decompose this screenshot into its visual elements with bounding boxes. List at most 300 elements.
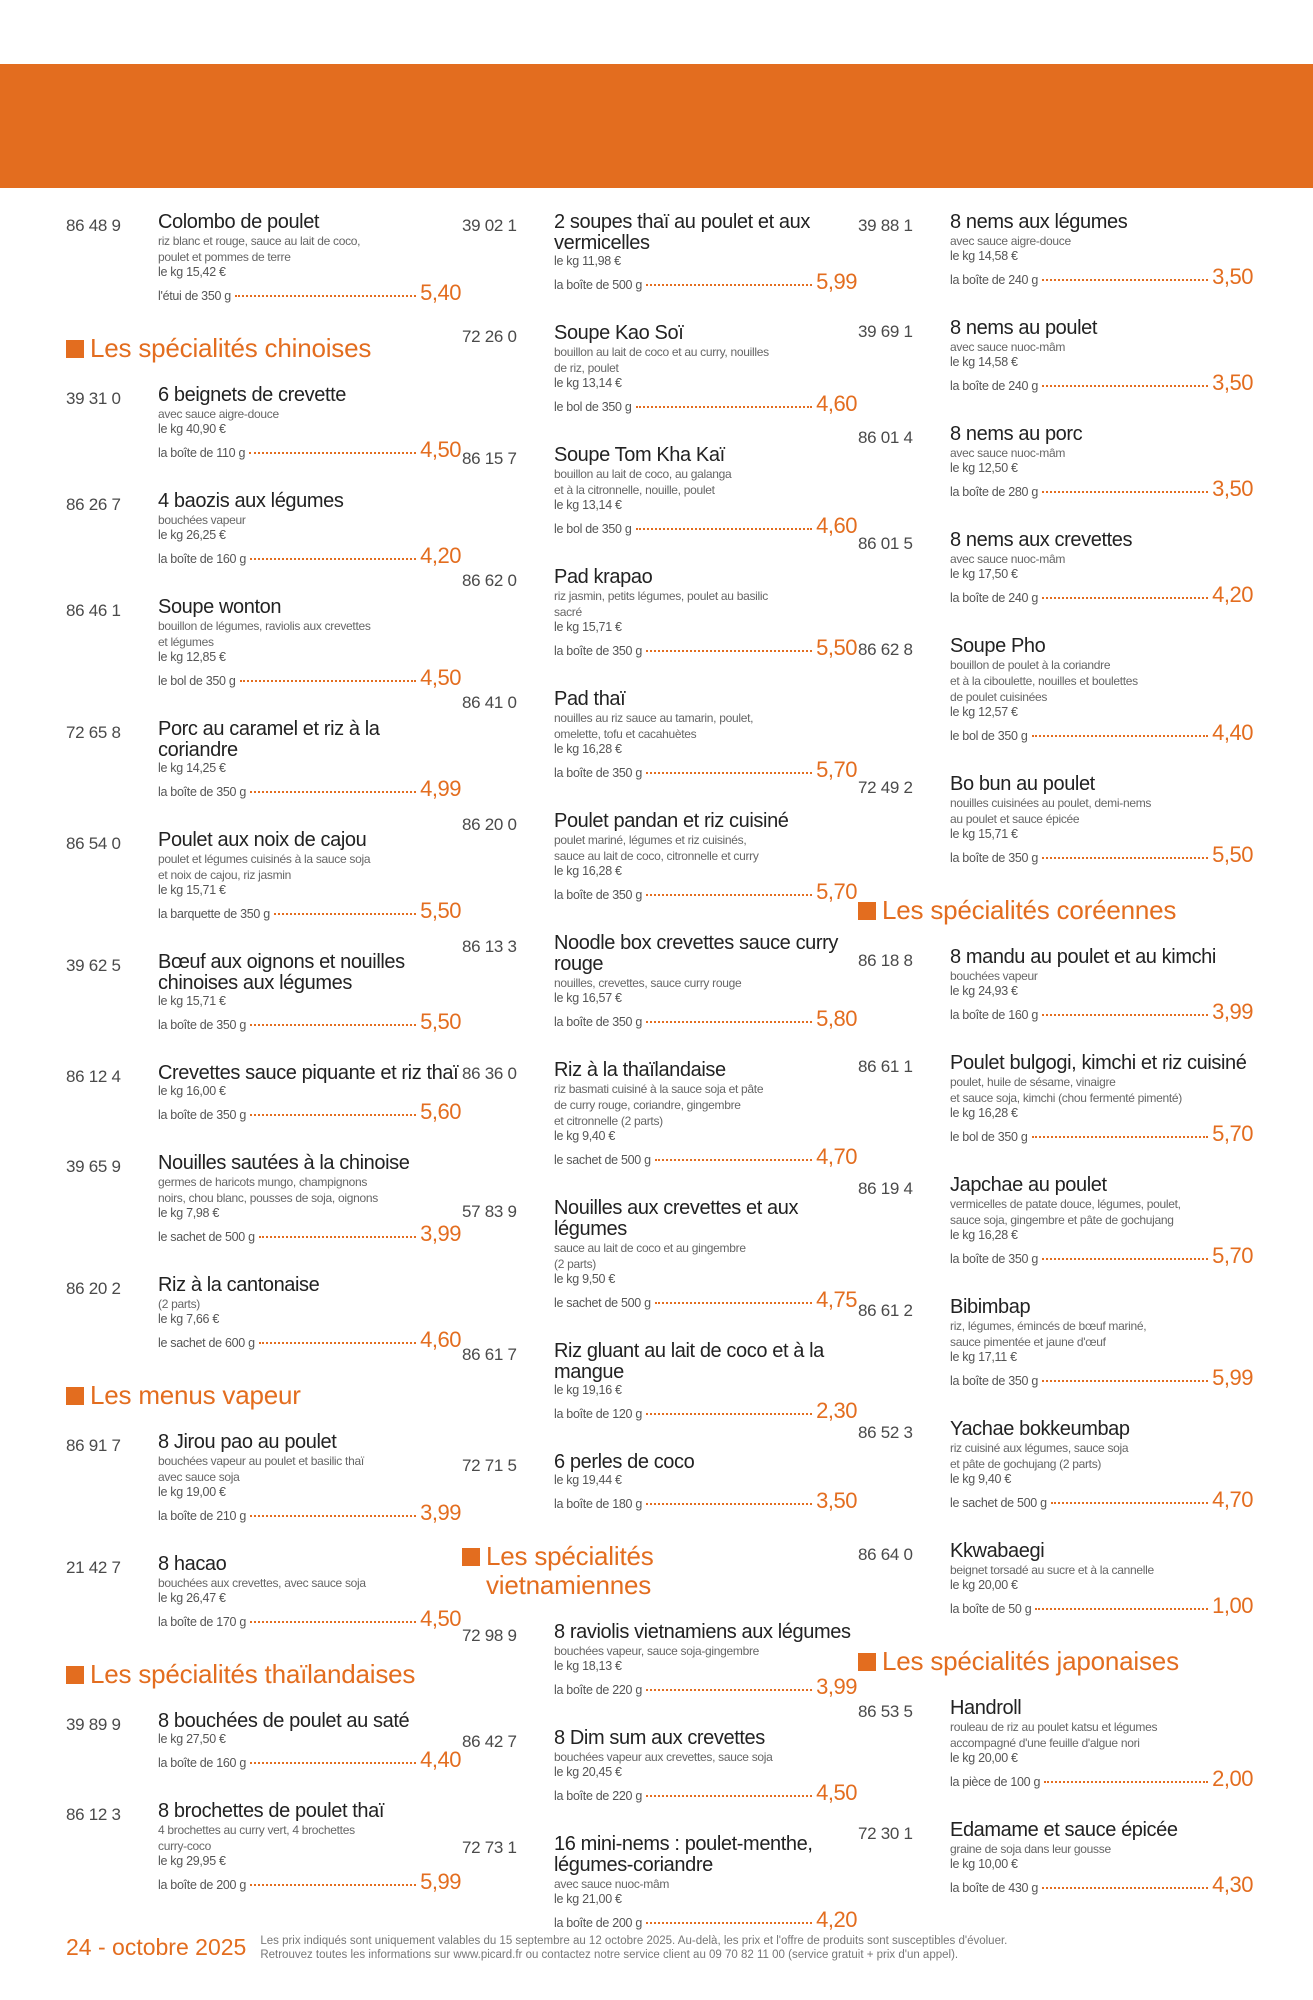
product-description: sauce au lait de coco, citronnelle et curry: [554, 849, 759, 863]
product-name: Soupe wonton: [158, 596, 282, 618]
section-title-line: Les menus vapeur: [90, 1380, 301, 1410]
product-price: 4,60: [816, 513, 857, 538]
package-line: [554, 1144, 857, 1170]
product-name: Porc au caramel et riz à la coriandre: [158, 718, 380, 761]
product-item: [462, 1622, 857, 1700]
price-per-kg: le kg 20,00 €: [950, 1751, 1018, 1765]
product-description: et à la citronnelle, nouille, poulet: [554, 483, 715, 497]
product-code: 86 61 2: [858, 1301, 913, 1320]
product-description: poulet et pommes de terre: [158, 250, 291, 264]
product-item: [66, 212, 461, 306]
product-price: 5,40: [420, 280, 461, 305]
dotted-leader: [1042, 385, 1208, 387]
dotted-leader: [250, 1621, 416, 1623]
product-description: de riz, poulet: [554, 361, 619, 375]
product-price: 5,80: [816, 1006, 857, 1031]
page-number-value: 24: [66, 1934, 92, 1960]
product-price: 5,70: [816, 879, 857, 904]
package-size: la boîte de 160 g: [158, 552, 247, 566]
product-details: [950, 1053, 1253, 1147]
price-per-kg: le kg 16,00 €: [158, 1084, 226, 1098]
product-name: 8 brochettes de poulet thaï: [158, 1800, 385, 1822]
product-name: 8 raviolis vietnamiens aux légumes: [554, 1621, 851, 1643]
dotted-leader: [250, 1884, 416, 1886]
product-code: 21 42 7: [66, 1558, 121, 1577]
product-code: 86 91 7: [66, 1436, 121, 1455]
product-description: avec sauce aigre-douce: [950, 234, 1071, 248]
product-details: [950, 947, 1253, 1025]
section-heading: [66, 1660, 461, 1689]
dotted-leader: [646, 1795, 812, 1797]
section-title-line: Les spécialités thaïlandaises: [90, 1659, 416, 1689]
price-per-kg: le kg 10,00 €: [950, 1857, 1018, 1871]
product-description: poulet, huile de sésame, vinaigre: [950, 1075, 1116, 1089]
product-code: 39 88 1: [858, 216, 913, 235]
disclaimer-line-2: Retrouvez toutes les informations sur www.picard.fr ou contactez notre service client au 09 70 82 11 00 (service gratuit + prix d'un appel).: [260, 1949, 959, 1961]
product-details: [950, 1419, 1253, 1513]
product-details: [950, 1698, 1253, 1792]
product-price: 3,50: [1212, 264, 1253, 289]
product-details: [950, 1297, 1253, 1391]
product-price: 4,20: [420, 543, 461, 568]
package-size: la boîte de 350 g: [950, 1374, 1039, 1388]
dotted-leader: [250, 558, 416, 560]
product-name: Yachae bokkeumbap: [950, 1418, 1130, 1440]
product-name: Soupe Kao Soï: [554, 322, 684, 344]
dotted-leader: [655, 1302, 812, 1304]
price-per-kg: le kg 12,85 €: [158, 650, 226, 664]
dotted-leader: [646, 1689, 812, 1691]
product-price: 4,60: [816, 391, 857, 416]
product-price: 4,40: [1212, 720, 1253, 745]
product-description: et pâte de gochujang (2 parts): [950, 1457, 1102, 1471]
dotted-leader: [646, 1413, 812, 1415]
dotted-leader: [646, 772, 812, 774]
product-description: bouchées vapeur au poulet et basilic thaï: [158, 1454, 364, 1468]
product-name: 8 Jirou pao au poulet: [158, 1431, 337, 1453]
footer: [66, 1934, 1286, 1962]
product-item: [66, 1554, 461, 1632]
product-price: 4,50: [420, 437, 461, 462]
product-price: 4,50: [420, 1606, 461, 1631]
product-details: [554, 933, 857, 1032]
product-name: Noodle box crevettes sauce curry rouge: [554, 932, 839, 975]
package-size: la boîte de 180 g: [554, 1497, 643, 1511]
product-code: 86 53 5: [858, 1702, 913, 1721]
price-per-kg: le kg 17,50 €: [950, 567, 1018, 581]
package-size: le bol de 350 g: [554, 522, 632, 536]
product-price: 2,00: [1212, 1766, 1253, 1791]
product-item: [858, 318, 1253, 396]
product-details: [554, 323, 857, 417]
section-heading: [858, 896, 1253, 925]
dotted-leader: [1032, 1136, 1209, 1138]
product-price: 5,50: [420, 1009, 461, 1034]
product-price: 4,50: [420, 665, 461, 690]
price-per-kg: le kg 16,28 €: [950, 1106, 1018, 1120]
product-description: nouilles, crevettes, sauce curry rouge: [554, 976, 742, 990]
product-code: 86 52 3: [858, 1423, 913, 1442]
product-item: [462, 811, 857, 905]
price-per-kg: le kg 19,00 €: [158, 1485, 226, 1499]
product-item: [462, 933, 857, 1032]
product-name: Riz à la cantonaise: [158, 1274, 320, 1296]
package-size: la boîte de 110 g: [158, 446, 246, 460]
product-description: bouillon au lait de coco et au curry, nouilles: [554, 345, 769, 359]
package-size: la boîte de 160 g: [950, 1008, 1039, 1022]
product-description: bouchées vapeur aux crevettes, sauce soja: [554, 1750, 773, 1764]
package-line: [158, 437, 461, 463]
price-per-kg: le kg 9,50 €: [554, 1272, 616, 1286]
package-line: [950, 582, 1253, 608]
product-details: [554, 689, 857, 783]
dotted-leader: [240, 680, 417, 682]
product-description: avec sauce aigre-douce: [158, 407, 279, 421]
product-description: vermicelles de patate douce, légumes, poulet,: [950, 1197, 1181, 1211]
package-line: [950, 1365, 1253, 1391]
package-line: [950, 1872, 1253, 1898]
package-line: [950, 720, 1253, 746]
package-line: [158, 1327, 461, 1353]
dotted-leader: [655, 1159, 812, 1161]
package-line: [158, 898, 461, 924]
package-size: le sachet de 600 g: [158, 1336, 255, 1350]
package-line: [158, 280, 461, 306]
product-price: 2,30: [816, 1398, 857, 1423]
header-band: [0, 64, 1313, 188]
package-line: [554, 1674, 857, 1700]
section-heading: [858, 1647, 1253, 1676]
price-per-kg: le kg 11,98 €: [554, 254, 621, 268]
package-size: le sachet de 500 g: [554, 1296, 651, 1310]
product-details: [554, 1198, 857, 1313]
product-item: [66, 1063, 461, 1125]
price-disclaimer: [260, 1934, 1007, 1962]
product-description: et sauce soja, kimchi (chou fermenté pimenté): [950, 1091, 1182, 1105]
product-description: omelette, tofu et cacahuètes: [554, 727, 697, 741]
dotted-leader: [1035, 1608, 1208, 1610]
package-size: la boîte de 350 g: [554, 766, 643, 780]
product-price: 3,99: [1212, 999, 1253, 1024]
product-name: 4 baozis aux légumes: [158, 490, 344, 512]
package-size: l'étui de 350 g: [158, 289, 231, 303]
product-price: 5,50: [816, 635, 857, 660]
product-item: [858, 530, 1253, 608]
price-per-kg: le kg 17,11 €: [950, 1350, 1017, 1364]
product-description: (2 parts): [158, 1297, 200, 1311]
product-code: 86 18 8: [858, 951, 913, 970]
product-description: au poulet et sauce épicée: [950, 812, 1080, 826]
product-name: Pad krapao: [554, 566, 653, 588]
section-title-line: Les spécialités: [486, 1541, 654, 1571]
price-per-kg: le kg 15,71 €: [554, 620, 622, 634]
product-details: [554, 1834, 857, 1933]
product-description: avec sauce nuoc-mâm: [950, 446, 1066, 460]
product-details: [950, 1175, 1253, 1269]
package-line: [554, 1287, 857, 1313]
package-line: [950, 842, 1253, 868]
section-title: [882, 1647, 1179, 1676]
product-item: [858, 1419, 1253, 1513]
package-size: la boîte de 430 g: [950, 1881, 1039, 1895]
product-price: 5,99: [1212, 1365, 1253, 1390]
product-item: [66, 597, 461, 691]
dotted-leader: [250, 791, 416, 793]
product-code: 86 20 0: [462, 815, 517, 834]
package-size: la boîte de 280 g: [950, 485, 1039, 499]
product-code: 86 26 7: [66, 495, 121, 514]
product-item: [858, 1541, 1253, 1619]
product-price: 4,30: [1212, 1872, 1253, 1897]
product-item: [462, 445, 857, 539]
product-code: 72 73 1: [462, 1838, 517, 1857]
package-line: [950, 264, 1253, 290]
product-code: 57 83 9: [462, 1202, 517, 1221]
package-size: le bol de 350 g: [554, 400, 632, 414]
product-item: [858, 1297, 1253, 1391]
product-description: de curry rouge, coriandre, gingembre: [554, 1098, 741, 1112]
product-item: [858, 1175, 1253, 1269]
dotted-leader: [259, 1342, 416, 1344]
product-description: 4 brochettes au curry vert, 4 brochettes: [158, 1823, 355, 1837]
product-details: [158, 952, 461, 1035]
column-1: [66, 212, 461, 1923]
product-code: 86 62 0: [462, 571, 517, 590]
price-per-kg: le kg 13,14 €: [554, 498, 622, 512]
product-description: sacré: [554, 605, 582, 619]
package-line: [950, 1243, 1253, 1269]
package-size: la boîte de 220 g: [554, 1789, 643, 1803]
product-details: [554, 811, 857, 905]
product-details: [554, 567, 857, 661]
price-per-kg: le kg 19,16 €: [554, 1383, 622, 1397]
price-per-kg: le kg 13,14 €: [554, 376, 622, 390]
product-item: [858, 636, 1253, 746]
product-code: 86 15 7: [462, 449, 517, 468]
section-title: [882, 896, 1176, 925]
package-line: [554, 1398, 857, 1424]
product-code: 39 02 1: [462, 216, 517, 235]
product-price: 4,75: [816, 1287, 857, 1312]
product-price: 1,00: [1212, 1593, 1253, 1618]
dotted-leader: [1042, 1380, 1208, 1382]
product-name: Japchae au poulet: [950, 1174, 1107, 1196]
product-code: 86 42 7: [462, 1732, 517, 1751]
package-size: la boîte de 350 g: [158, 1018, 247, 1032]
package-line: [158, 1099, 461, 1125]
product-item: [462, 1452, 857, 1514]
package-size: la boîte de 210 g: [158, 1509, 247, 1523]
section-title-line: Les spécialités japonaises: [882, 1646, 1179, 1676]
product-name: Soupe Pho: [950, 635, 1046, 657]
product-item: [462, 1834, 857, 1933]
product-description: avec sauce soja: [158, 1470, 240, 1484]
product-description: sauce au lait de coco et au gingembre: [554, 1241, 746, 1255]
section-title: [90, 1660, 415, 1689]
package-size: la boîte de 200 g: [158, 1878, 247, 1892]
product-details: [158, 1063, 461, 1125]
product-price: 5,60: [420, 1099, 461, 1124]
dotted-leader: [646, 1503, 812, 1505]
dotted-leader: [636, 528, 813, 530]
price-per-kg: le kg 7,98 €: [158, 1206, 220, 1220]
package-size: la boîte de 220 g: [554, 1683, 643, 1697]
product-details: [158, 1153, 461, 1247]
package-line: [158, 1221, 461, 1247]
package-size: la boîte de 170 g: [158, 1615, 247, 1629]
product-item: [462, 1060, 857, 1170]
dotted-leader: [1051, 1502, 1208, 1504]
package-line: [950, 999, 1253, 1025]
price-per-kg: le kg 20,00 €: [950, 1578, 1018, 1592]
package-line: [554, 879, 857, 905]
dotted-leader: [1042, 491, 1208, 493]
product-details: [158, 597, 461, 691]
package-size: la boîte de 350 g: [950, 851, 1039, 865]
package-line: [158, 1869, 461, 1895]
price-per-kg: le kg 15,71 €: [158, 994, 226, 1008]
product-details: [950, 530, 1253, 608]
package-line: [158, 665, 461, 691]
product-name: 8 nems aux légumes: [950, 211, 1128, 233]
product-details: [158, 830, 461, 924]
dotted-leader: [646, 650, 812, 652]
product-item: [66, 1432, 461, 1526]
dotted-leader: [259, 1236, 416, 1238]
product-code: 86 12 3: [66, 1805, 121, 1824]
product-item: [462, 567, 857, 661]
price-per-kg: le kg 15,71 €: [950, 827, 1018, 841]
product-description: germes de haricots mungo, champignons: [158, 1175, 368, 1189]
product-price: 3,50: [816, 1488, 857, 1513]
product-code: 86 01 4: [858, 428, 913, 447]
package-size: le sachet de 500 g: [158, 1230, 255, 1244]
product-description: riz cuisiné aux légumes, sauce soja: [950, 1441, 1129, 1455]
section-title-line: Les spécialités coréennes: [882, 895, 1177, 925]
package-line: [554, 269, 857, 295]
product-name: Poulet aux noix de cajou: [158, 829, 367, 851]
product-details: [950, 1820, 1253, 1898]
price-per-kg: le kg 12,57 €: [950, 705, 1018, 719]
package-size: la boîte de 350 g: [554, 644, 643, 658]
product-name: Soupe Tom Kha Kaï: [554, 444, 725, 466]
product-name: Pad thaï: [554, 688, 626, 710]
package-line: [554, 635, 857, 661]
product-item: [858, 1698, 1253, 1792]
product-details: [554, 445, 857, 539]
product-item: [66, 385, 461, 463]
section-marker: [66, 340, 84, 358]
price-per-kg: le kg 12,50 €: [950, 461, 1018, 475]
section-marker: [858, 902, 876, 920]
package-line: [554, 1780, 857, 1806]
product-code: 39 89 9: [66, 1715, 121, 1734]
dotted-leader: [646, 894, 812, 896]
package-size: la boîte de 50 g: [950, 1602, 1032, 1616]
section-title: [90, 334, 371, 363]
package-line: [950, 1593, 1253, 1619]
package-size: le bol de 350 g: [950, 1130, 1028, 1144]
product-name: Handroll: [950, 1697, 1022, 1719]
section-title-line: vietnamiennes: [486, 1570, 652, 1600]
product-name: 8 mandu au poulet et au kimchi: [950, 946, 1216, 968]
product-details: [950, 212, 1253, 290]
disclaimer-line-1: Les prix indiqués sont uniquement valables du 15 septembre au 12 octobre 2025. Au-delà, les prix et l'offre de produits sont susceptibles d'évoluer.: [260, 1935, 1008, 1947]
product-code: 39 31 0: [66, 389, 121, 408]
product-code: 39 65 9: [66, 1157, 121, 1176]
price-per-kg: le kg 14,58 €: [950, 249, 1018, 263]
price-per-kg: le kg 18,13 €: [554, 1659, 622, 1673]
product-description: accompagné d'une feuille d'algue nori: [950, 1736, 1140, 1750]
dotted-leader: [250, 1024, 416, 1026]
product-details: [554, 1060, 857, 1170]
product-details: [554, 1341, 857, 1424]
product-code: 72 49 2: [858, 778, 913, 797]
product-details: [554, 1452, 857, 1514]
package-size: la boîte de 240 g: [950, 273, 1039, 287]
package-size: la boîte de 120 g: [554, 1407, 643, 1421]
product-description: de poulet cuisinées: [950, 690, 1048, 704]
product-description: et citronnelle (2 parts): [554, 1114, 663, 1128]
product-price: 4,40: [420, 1747, 461, 1772]
product-details: [158, 1275, 461, 1353]
package-line: [950, 1766, 1253, 1792]
product-details: [158, 1801, 461, 1895]
price-per-kg: le kg 26,25 €: [158, 528, 226, 542]
package-line: [158, 1009, 461, 1035]
product-price: 4,70: [816, 1144, 857, 1169]
price-per-kg: le kg 29,95 €: [158, 1854, 226, 1868]
product-price: 3,99: [420, 1500, 461, 1525]
package-size: le sachet de 500 g: [950, 1496, 1047, 1510]
product-description: bouillon au lait de coco, au galanga: [554, 467, 732, 481]
product-item: [462, 689, 857, 783]
product-name: 8 nems au porc: [950, 423, 1083, 445]
product-code: 86 61 7: [462, 1345, 517, 1364]
package-size: la boîte de 240 g: [950, 379, 1039, 393]
package-size: le bol de 350 g: [158, 674, 236, 688]
product-description: bouillon de légumes, raviolis aux crevettes: [158, 619, 371, 633]
product-code: 86 41 0: [462, 693, 517, 712]
product-code: 86 12 4: [66, 1067, 121, 1086]
price-per-kg: le kg 9,40 €: [554, 1129, 616, 1143]
product-item: [858, 212, 1253, 290]
dotted-leader: [235, 295, 416, 297]
product-description: bouchées vapeur: [950, 969, 1038, 983]
product-code: 72 98 9: [462, 1626, 517, 1645]
product-code: 86 61 1: [858, 1057, 913, 1076]
product-item: [858, 774, 1253, 868]
product-item: [462, 212, 857, 295]
package-size: la boîte de 500 g: [554, 278, 643, 292]
price-per-kg: le kg 19,44 €: [554, 1473, 622, 1487]
product-details: [158, 491, 461, 569]
product-description: avec sauce nuoc-mâm: [950, 340, 1066, 354]
column-2: [462, 212, 857, 1961]
package-line: [554, 1907, 857, 1933]
product-description: poulet mariné, légumes et riz cuisinés,: [554, 833, 747, 847]
product-details: [554, 1728, 857, 1806]
product-description: poulet et légumes cuisinés à la sauce soja: [158, 852, 371, 866]
product-details: [158, 385, 461, 463]
product-name: Bo bun au poulet: [950, 773, 1095, 795]
product-details: [950, 636, 1253, 746]
product-code: 72 71 5: [462, 1456, 517, 1475]
package-size: la boîte de 240 g: [950, 591, 1039, 605]
price-per-kg: le kg 16,28 €: [950, 1228, 1018, 1242]
product-price: 5,99: [816, 269, 857, 294]
product-description: sauce soja, gingembre et pâte de gochujang: [950, 1213, 1174, 1227]
